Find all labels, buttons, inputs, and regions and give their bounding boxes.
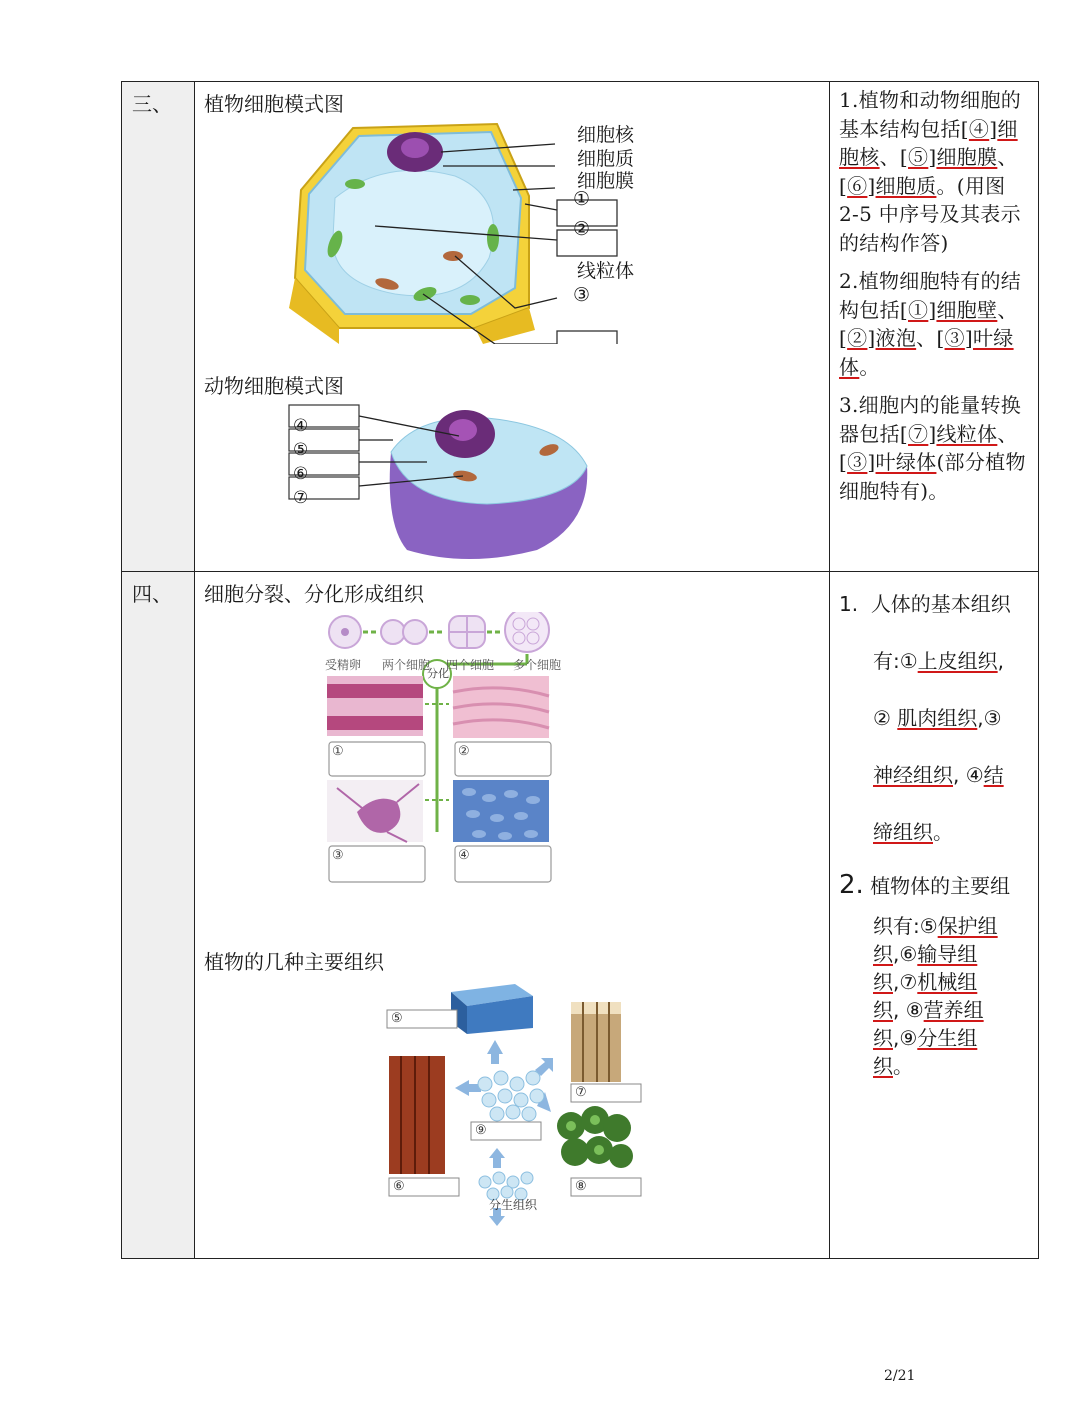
differentiation-label: 分化 <box>427 667 449 680</box>
plant-num-7: ⑦ <box>575 1085 587 1100</box>
answer-basic-structures: 1.植物和动物细胞的基本结构包括[④]细胞核、[⑤]细胞膜、 [⑥]细胞质。(用图 2-5 中序号及其表示的结构作答) <box>839 88 1022 255</box>
stage-label-four: 四个细胞 <box>446 658 495 672</box>
cell-diagrams <box>195 82 830 572</box>
label-blank-1: ① <box>573 188 591 210</box>
stage-label-many: 多个细胞 <box>513 658 562 672</box>
q1-line-4: 神经组织, ④结 <box>873 763 1004 787</box>
q2-line-2: 织有:⑤保护组 <box>873 914 998 938</box>
cell-tissues <box>195 572 830 1259</box>
animal-cell-title: 动物细胞模式图 <box>204 374 344 398</box>
row-number: 三、 <box>122 82 195 572</box>
q2-line-3: 织,⑥输导组 <box>873 942 978 966</box>
tissue-num-2: ② <box>458 744 470 759</box>
row-three <box>122 82 1039 572</box>
answer-energy-converters: 3.细胞内的能量转换器包括[⑦]线粒体、 [③]叶绿体(部分植物细胞特有)。 <box>839 393 1026 503</box>
q1-line-1: 1. 人体的基本组织 <box>839 592 1011 616</box>
plant-num-5: ⑤ <box>391 1011 403 1026</box>
q1-line-5: 缔组织。 <box>873 820 953 844</box>
row-four <box>122 572 1039 1259</box>
tissue-num-4: ④ <box>458 848 470 863</box>
q2-line-4: 织,⑦机械组 <box>873 970 978 994</box>
cell-answers-three <box>830 82 1039 572</box>
label-cytoplasm: 细胞质 <box>577 148 635 170</box>
stage-label-zygote: 受精卵 <box>325 658 362 672</box>
q2-line-1: 2. 植物体的主要组 <box>839 870 1011 900</box>
label-membrane: 细胞膜 <box>577 170 635 192</box>
plant-num-6: ⑥ <box>393 1179 405 1194</box>
tissue-num-1: ① <box>332 744 344 759</box>
meristem-label: 分生组织 <box>489 1198 538 1212</box>
animal-cell-diagram <box>287 404 597 562</box>
plant-tissues-title: 植物的几种主要组织 <box>204 950 384 974</box>
division-title: 细胞分裂、分化形成组织 <box>204 582 424 606</box>
answer-plant-specific: 2.植物细胞特有的结构包括[①]细胞壁、 [②]液泡、[③]叶绿体。 <box>839 269 1022 379</box>
plant-num-9: ⑨ <box>475 1123 487 1138</box>
q2-line-7: 织。 <box>873 1054 913 1078</box>
stage-label-two: 两个细胞 <box>382 658 431 672</box>
q2-line-6: 织,⑨分生组 <box>873 1026 978 1050</box>
q1-line-3: ② 肌肉组织,③ <box>873 706 1002 730</box>
q2-line-5: 织, ⑧营养组 <box>873 998 984 1022</box>
cell-answers-four <box>830 572 1039 1259</box>
q1-line-2: 有:①上皮组织, <box>873 649 1005 673</box>
animal-label-6: ⑥ <box>293 464 309 484</box>
animal-label-7: ⑦ <box>293 488 309 508</box>
row-number: 四、 <box>122 572 195 1259</box>
plant-num-8: ⑧ <box>575 1179 587 1194</box>
tissue-num-3: ③ <box>332 848 344 863</box>
label-blank-3: ③ <box>573 284 591 306</box>
page-number: 2/21 <box>884 1368 916 1384</box>
label-mitochondria: 线粒体 <box>577 260 635 282</box>
animal-label-5: ⑤ <box>293 440 309 460</box>
label-blank-2: ② <box>573 218 591 240</box>
content-table <box>121 81 1039 1259</box>
plant-cell-title: 植物细胞模式图 <box>204 92 344 116</box>
label-nucleus: 细胞核 <box>577 124 635 146</box>
animal-label-4: ④ <box>293 416 309 436</box>
